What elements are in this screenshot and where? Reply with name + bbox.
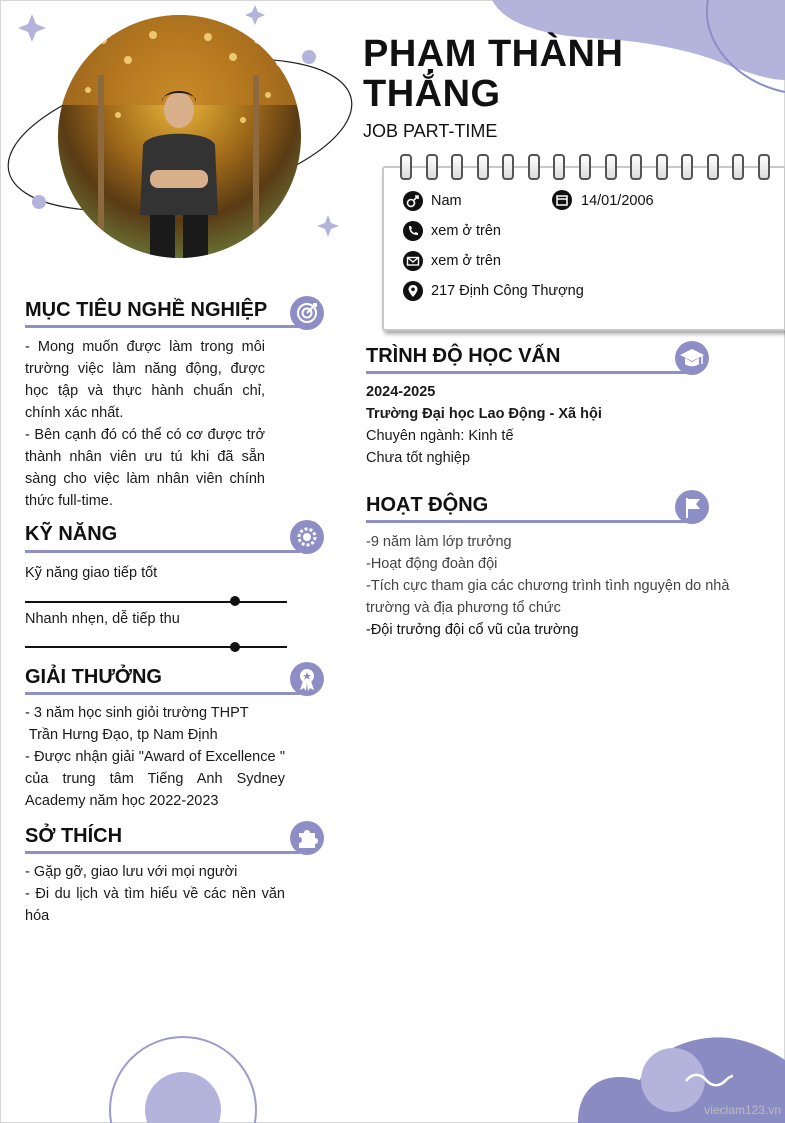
calendar-icon — [552, 190, 572, 210]
education-school: Trường Đại học Lao Động - Xã hội — [366, 406, 602, 422]
gender-value: Nam — [431, 193, 462, 209]
hobbies-line-2: - Đi du lịch và tìm hiểu về các nền văn hóa — [25, 886, 285, 924]
hobbies-line-1: - Gặp gỡ, giao lưu với mọi người — [25, 864, 238, 880]
watermark: vieclam123.vn — [704, 1103, 781, 1117]
objective-paragraph-1: - Mong muốn được làm trong môi trường việc làm năng động, được học tập và thực hành chuẩn chỉ, chính xác nhất. — [25, 339, 265, 421]
skill-2-level-dot — [230, 642, 240, 652]
ring — [502, 154, 514, 180]
flag-icon — [675, 490, 709, 524]
awards-title: GIẢI THƯỞNG — [25, 666, 162, 688]
sparkle-top-left — [18, 14, 46, 42]
skill-2-label: Nhanh nhẹn, dễ tiếp thu — [25, 611, 180, 627]
gear-icon — [290, 520, 324, 554]
hobbies-underline — [25, 851, 300, 854]
ring — [400, 154, 412, 180]
puzzle-icon — [290, 821, 324, 855]
education-title: TRÌNH ĐỘ HỌC VẤN — [366, 345, 561, 367]
awards-underline — [25, 692, 300, 695]
ring — [656, 154, 668, 180]
ring — [732, 154, 744, 180]
email-value: xem ở trên — [431, 253, 501, 269]
gender-icon — [403, 191, 423, 211]
photo-illustration — [58, 15, 301, 258]
ring — [605, 154, 617, 180]
mail-icon — [403, 251, 423, 271]
bottom-right-bubble — [641, 1048, 705, 1112]
skill-1-bar — [25, 601, 287, 603]
target-icon — [290, 296, 324, 330]
address-value: 217 Định Công Thượng — [431, 283, 584, 299]
ring — [477, 154, 489, 180]
ring — [707, 154, 719, 180]
phone-value: xem ở trên — [431, 223, 501, 239]
objective-title: MỤC TIÊU NGHỀ NGHIỆP — [25, 299, 268, 321]
full-name: PHẠM THÀNH THẮNG — [363, 33, 624, 115]
orbit-dot-right — [302, 50, 316, 64]
ring — [758, 154, 770, 180]
bottom-left-disc — [145, 1072, 221, 1123]
location-pin-icon — [403, 281, 423, 301]
contact-card — [382, 166, 785, 331]
awards-line-1: - 3 năm học sinh giỏi trường THPT — [25, 705, 249, 721]
activity-line-3: -Tích cực tham gia các chương trình tình nguyện do nhà trường và địa phương tổ chức — [366, 578, 730, 616]
education-year: 2024-2025 — [366, 384, 436, 400]
ring — [426, 154, 438, 180]
orbit-dot-left — [32, 195, 46, 209]
notebook-rings — [400, 154, 770, 180]
phone-icon — [403, 221, 423, 241]
hobbies-text — [25, 861, 285, 927]
activity-line-2: -Hoạt động đoàn đội — [366, 556, 498, 572]
awards-line-3: - Được nhận giải "Award of Excellence " của trung tâm Tiếng Anh Sydney Academy năm học 2022-2023 — [25, 749, 285, 809]
education-status: Chưa tốt nghiệp — [366, 450, 471, 466]
hobbies-title: SỞ THÍCH — [25, 825, 123, 847]
activity-line-1: -9 năm làm lớp trưởng — [366, 534, 512, 550]
activities-title: HOẠT ĐỘNG — [366, 494, 489, 516]
ring — [579, 154, 591, 180]
education-major: Chuyên ngành: Kinh tế — [366, 428, 514, 444]
awards-line-2: Trần Hưng Đạo, tp Nam Định — [25, 727, 218, 743]
skills-underline — [25, 550, 300, 553]
ring — [553, 154, 565, 180]
activities-underline — [366, 520, 686, 523]
ring — [528, 154, 540, 180]
birthday-value: 14/01/2006 — [581, 193, 654, 209]
sparkle-top-mid — [245, 5, 265, 25]
ring — [630, 154, 642, 180]
profile-photo — [58, 15, 301, 258]
job-title: JOB PART-TIME — [363, 121, 498, 141]
education-underline — [366, 371, 686, 374]
award-ribbon-icon — [290, 662, 324, 696]
ring — [681, 154, 693, 180]
objective-underline — [25, 325, 300, 328]
skills-title: KỸ NĂNG — [25, 523, 118, 545]
activity-line-4: -Đội trưởng đội cổ vũ của trường — [366, 622, 579, 638]
graduation-cap-icon — [675, 341, 709, 375]
skill-1-level-dot — [230, 596, 240, 606]
sparkle-right-photo — [317, 215, 339, 237]
activities-block — [366, 531, 746, 641]
awards-text — [25, 702, 285, 812]
skill-2-bar — [25, 646, 287, 648]
skill-1-label: Kỹ năng giao tiếp tốt — [25, 565, 158, 581]
objective-paragraph-2: - Bên cạnh đó có thể có cơ được trở thành nhân viên ưu tú khi đã sẵn sàng cho việc làm nhân viên chính thức full-time. — [25, 427, 265, 509]
ring — [451, 154, 463, 180]
education-block — [366, 381, 746, 469]
objective-text — [25, 336, 265, 512]
